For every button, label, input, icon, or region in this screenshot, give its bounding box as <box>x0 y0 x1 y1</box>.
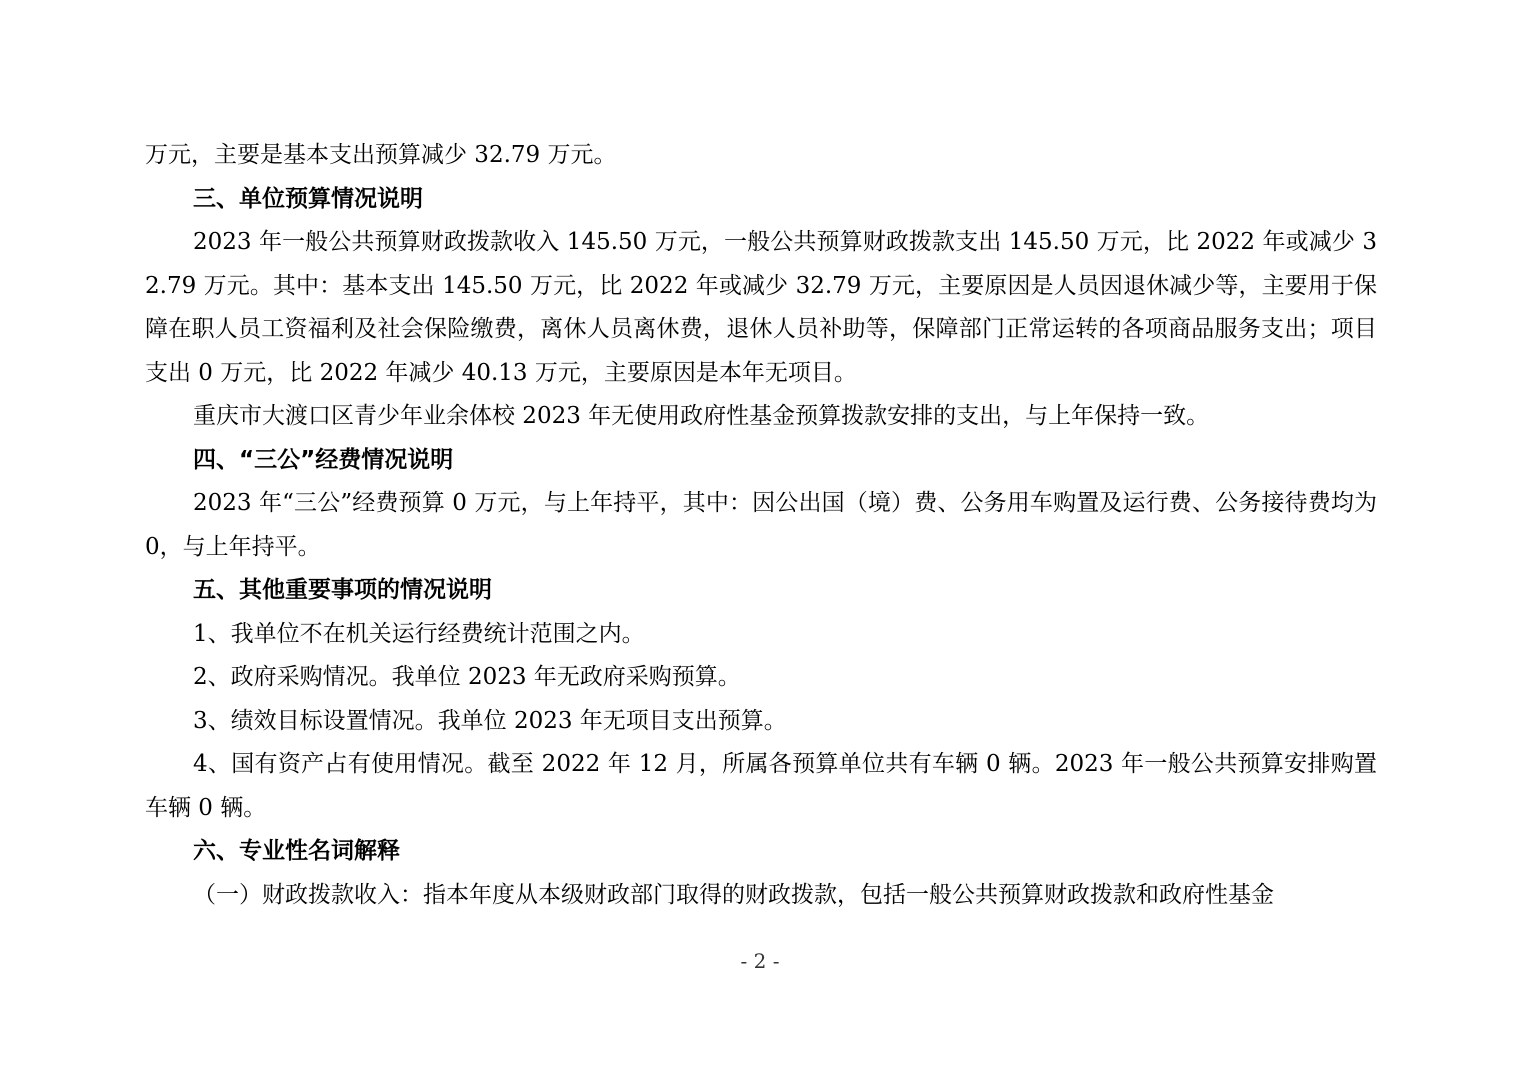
paragraph-term-1: （一）财政拨款收入：指本年度从本级财政部门取得的财政拨款，包括一般公共预算财政拨款和政府性基金 <box>193 881 1274 908</box>
document-body <box>145 134 1377 917</box>
paragraph-item-4: 4、国有资产占有使用情况。截至 2022 年 12 月，所属各预算单位共有车辆 0 辆。2023 年一般公共预算安排购置车辆 0 辆。 <box>145 751 1377 821</box>
paragraph-three-public-expenses: 2023 年“三公”经费预算 0 万元，与上年持平，其中：因公出国（境）费、公务用车购置及运行费、公务接待费均为 0，与上年持平。 <box>145 490 1377 560</box>
paragraph-government-fund: 重庆市大渡口区青少年业余体校 2023 年无使用政府性基金预算拨款安排的支出，与上年保持一致。 <box>193 403 1210 429</box>
heading-three-public-expenses: 四、“三公”经费情况说明 <box>193 446 454 473</box>
heading-terminology: 六、专业性名词解释 <box>193 838 400 864</box>
paragraph-item-3: 3、绩效目标设置情况。我单位 2023 年无项目支出预算。 <box>193 707 787 734</box>
paragraph-item-2: 2、政府采购情况。我单位 2023 年无政府采购预算。 <box>193 664 741 690</box>
heading-other-matters: 五、其他重要事项的情况说明 <box>193 577 492 603</box>
heading-unit-budget: 三、单位预算情况说明 <box>193 185 423 212</box>
paragraph-item-1: 1、我单位不在机关运行经费统计范围之内。 <box>193 620 645 647</box>
paragraph-budget-summary-end: 万元，主要是基本支出预算减少 32.79 万元。 <box>145 142 617 168</box>
paragraph-fiscal-appropriation: 2023 年一般公共预算财政拨款收入 145.50 万元，一般公共预算财政拨款支出 145.50 万元，比 2022 年或减少 32.79 万元。其中：基本支出 145.50 万元，比 2022 年或减少 32.79 万元，主要原因是人员因退休减少等，主要用于保障在职人员工资福利及社会保险缴费，离休人员离休费，退休人员补助等，保障部门正常运转的各项商品服务支出；项目支出 0 万元，比 2022 年减少 40.13 万元，主要原因是本年无项目。 <box>145 229 1377 386</box>
page-number: - 2 - <box>740 949 780 973</box>
